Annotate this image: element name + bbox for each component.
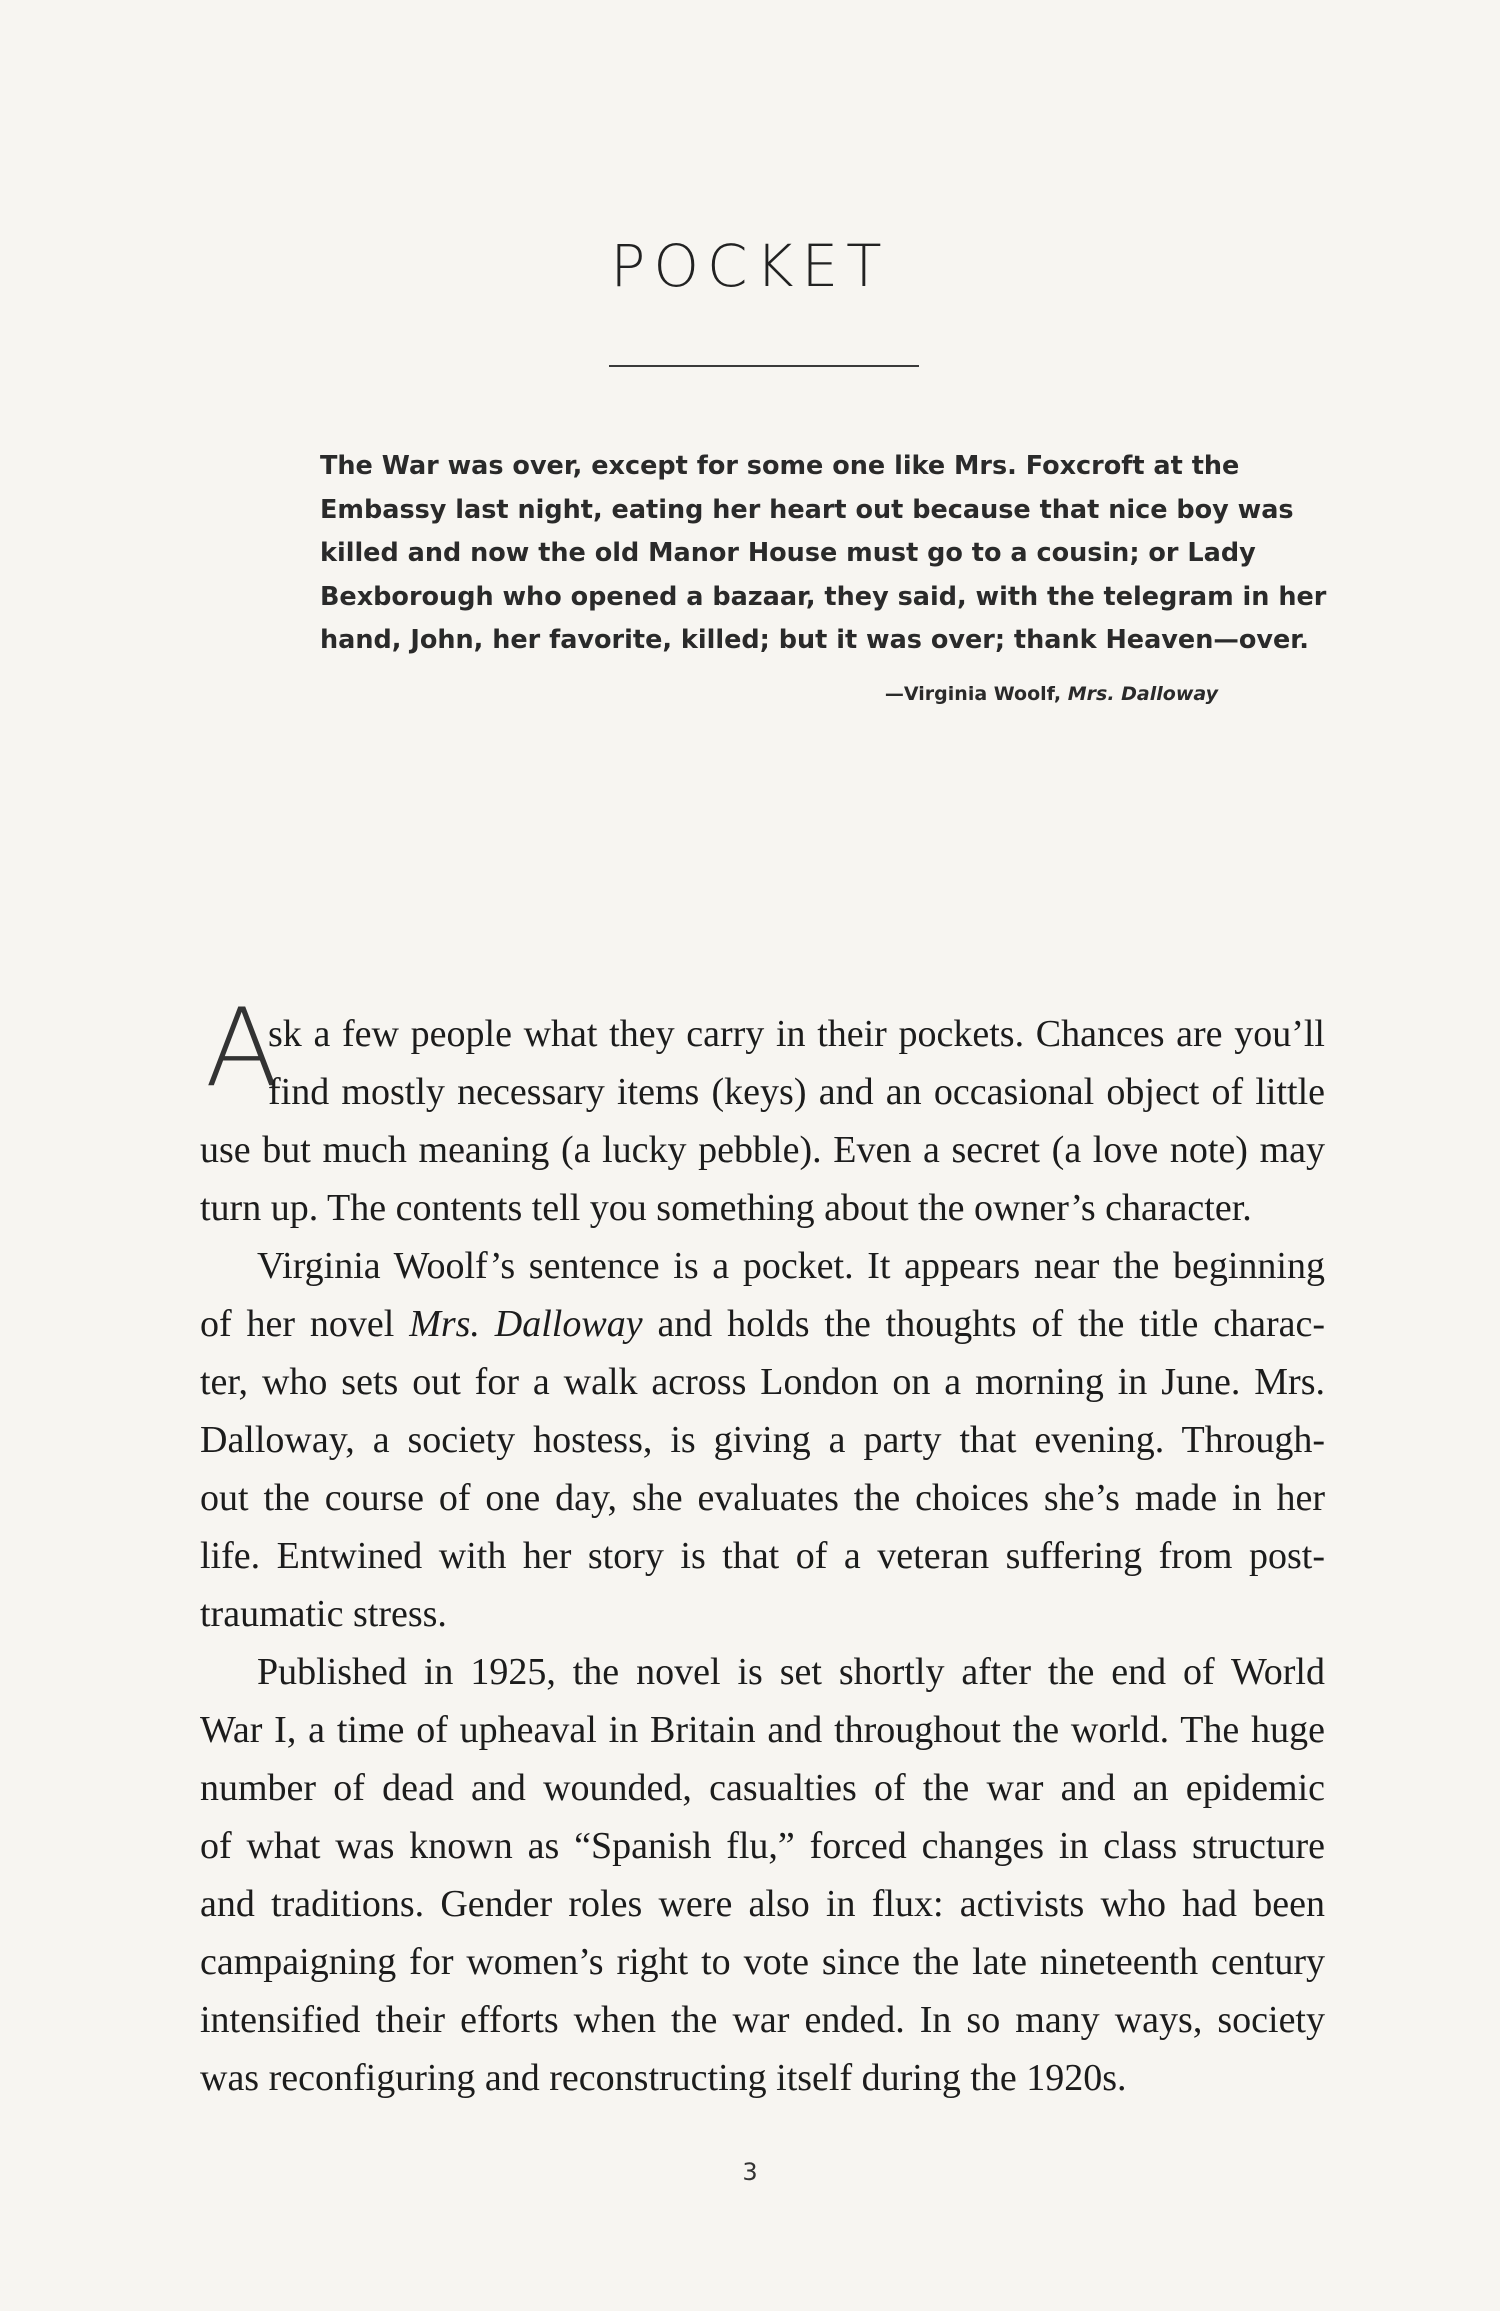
body-line: ter, who sets out for a walk across London on a morning in June. Mrs. — [200, 1361, 1325, 1403]
epigraph-line: Bexborough who opened a bazaar, they said, with the telegram in her — [320, 581, 1327, 612]
body-line — [200, 1295, 1325, 1353]
body-text — [200, 1005, 1325, 2107]
epigraph — [320, 445, 1327, 663]
attribution-author: —Virginia Woolf, — [884, 683, 1068, 705]
body-line: life. Entwined with her story is that of a veteran suffering from post- — [200, 1535, 1325, 1577]
body-line: sk a few people what they carry in their pockets. Chances are you’ll — [268, 1013, 1325, 1055]
body-line: turn up. The contents tell you something about the owner’s character. — [200, 1187, 1252, 1229]
body-text-run: of her novel — [200, 1303, 410, 1345]
chapter-title: POCKET — [610, 232, 890, 300]
body-line: and traditions. Gender roles were also in flux: activists who had been — [200, 1883, 1325, 1925]
body-line: Dalloway, a society hostess, is giving a party that evening. Through- — [200, 1419, 1325, 1461]
epigraph-line: killed and now the old Manor House must go to a cousin; or Lady — [320, 538, 1256, 568]
body-line: find mostly necessary items (keys) and an occasional object of little — [268, 1071, 1325, 1113]
epigraph-line: hand, John, her favorite, killed; but it was over; thank Heaven—over. — [320, 625, 1309, 655]
body-line: number of dead and wounded, casualties of the war and an epidemic — [200, 1767, 1325, 1809]
body-line: use but much meaning (a lucky pebble). Even a secret (a love note) may — [200, 1129, 1325, 1171]
body-line: Virginia Woolf’s sentence is a pocket. It appears near the beginning — [257, 1245, 1325, 1287]
novel-title: Mrs. Dalloway — [409, 1303, 643, 1345]
page-number: 3 — [742, 2158, 758, 2186]
epigraph-attribution — [885, 683, 1218, 705]
body-line: Published in 1925, the novel is set shortly after the end of World — [257, 1651, 1325, 1693]
body-line: traumatic stress. — [200, 1593, 447, 1635]
body-line: War I, a time of upheaval in Britain and throughout the world. The huge — [200, 1709, 1325, 1751]
epigraph-line: Embassy last night, eating her heart out because that nice boy was — [320, 494, 1294, 525]
body-line: was reconfiguring and reconstructing itself during the 1920s. — [200, 2057, 1127, 2099]
body-line: out the course of one day, she evaluates the choices she’s made in her — [200, 1477, 1325, 1519]
body-text-run: and holds the thoughts of the title charac- — [642, 1303, 1325, 1345]
body-line: intensified their efforts when the war ended. In so many ways, society — [200, 1999, 1325, 2041]
body-line: of what was known as “Spanish flu,” forced changes in class structure — [200, 1825, 1325, 1867]
attribution-work: Mrs. Dalloway — [1067, 683, 1218, 705]
epigraph-line: The War was over, except for some one like Mrs. Foxcroft at the — [320, 451, 1240, 481]
body-line: campaigning for women’s right to vote since the late nineteenth century — [200, 1941, 1325, 1983]
title-divider — [609, 365, 919, 367]
drop-cap: A — [205, 986, 279, 1111]
